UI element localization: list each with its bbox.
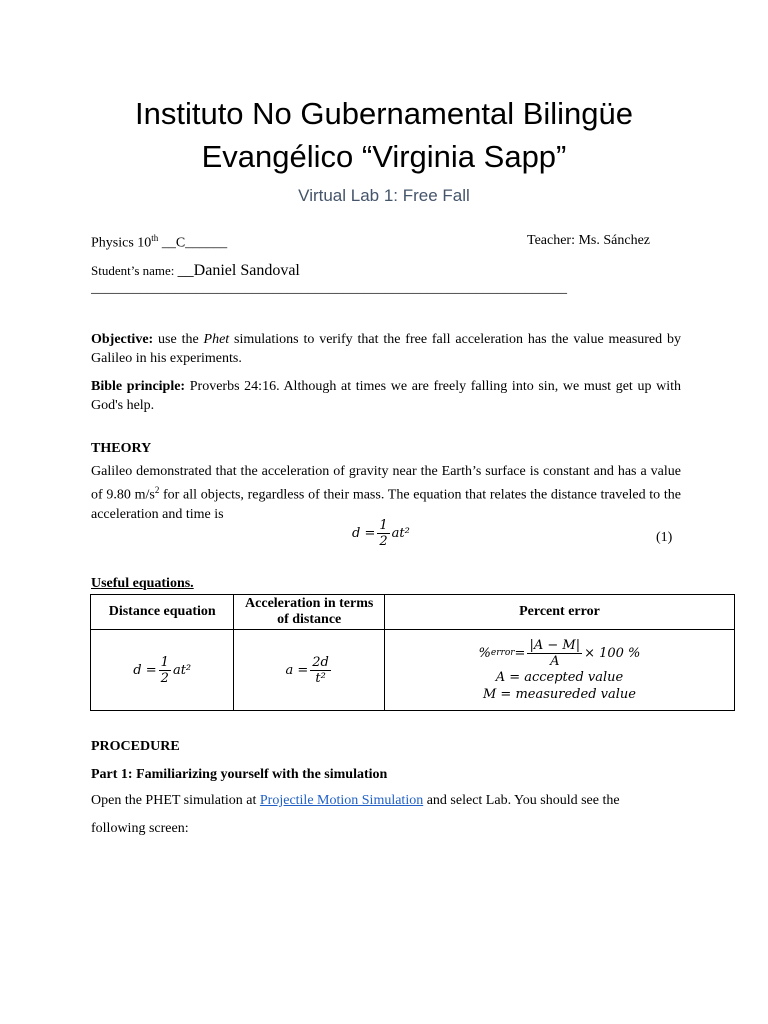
equations-table: [90, 594, 735, 711]
table-row: [91, 630, 735, 711]
procedure-text-line2: following screen:: [91, 821, 189, 836]
school-name-line1: Instituto No Gubernamental Bilingüe: [134, 96, 633, 131]
course-info: [91, 233, 227, 252]
procedure-heading: PROCEDURE: [91, 739, 180, 754]
objective-paragraph: Objective: use the Phet simulations to verify that the free fall acceleration has the value measured by Galileo in his experiments.: [91, 332, 682, 366]
part1-heading: Part 1: Familiarizing yourself with the simulation: [91, 767, 388, 782]
theory-paragraph: Galileo demonstrated that the acceleration of gravity near the Earth’s surface is constant and has a value of 9.80 $m/s^2$ for all objects, regardless of their mass. The equation that relates the distance traveled to the acceleration and time is: [91, 464, 681, 522]
table-header-row: [91, 595, 735, 630]
lab-subtitle: Virtual Lab 1: Free Fall: [298, 186, 470, 205]
phet-italic: Phet: [203, 332, 230, 347]
measured-value-def: M = measureded value: [482, 686, 636, 702]
header-acceleration: Acceleration in terms of distance: [234, 595, 385, 630]
bible-paragraph: Bible principle: Proverbs 24:16. Although at times we are freely falling into sin, we must get up with God's help.: [91, 379, 681, 413]
course-prefix: Physics 10: [91, 235, 152, 251]
student-name-row: [91, 262, 300, 280]
equation-1: d = $\frac{1}{2}$ at²: [352, 518, 410, 549]
useful-equations-heading: Useful equations.: [91, 576, 194, 591]
student-label: Student’s name:: [91, 263, 178, 278]
equation-number: (1): [656, 530, 673, 545]
procedure-text: Open the PHET simulation at Projectile Motion Simulation and select Lab. You should see the: [91, 793, 620, 808]
course-sup: th: [151, 233, 159, 243]
cell-acceleration-equation: a = $\frac{2d}{\text{t²}}$: [234, 630, 385, 711]
cell-distance-equation: d = $\frac{1}{2}$ at²: [91, 630, 234, 711]
objective-label: Objective:: [91, 332, 154, 347]
student-name-underline: ____________________________________________________________________: [91, 281, 567, 296]
school-name-line2: Evangélico “Virginia Sapp”: [201, 139, 567, 174]
teacher-name: Teacher: Ms. Sánchez: [527, 233, 651, 248]
course-suffix: __C______: [158, 235, 228, 251]
bible-label: Bible principle:: [91, 379, 186, 394]
student-name-value: __Daniel Sandoval: [177, 262, 300, 279]
accepted-value-def: A = accepted value: [495, 669, 624, 685]
header-distance: Distance equation: [91, 595, 234, 630]
cell-percent-error: % error = $\frac{|A - M|}{A}$ × 100 % A = accepted value M = measureded value: [384, 630, 734, 711]
header-percent-error: Percent error: [384, 595, 734, 630]
simulation-link[interactable]: Projectile Motion Simulation: [259, 793, 424, 808]
theory-heading: THEORY: [91, 441, 152, 456]
